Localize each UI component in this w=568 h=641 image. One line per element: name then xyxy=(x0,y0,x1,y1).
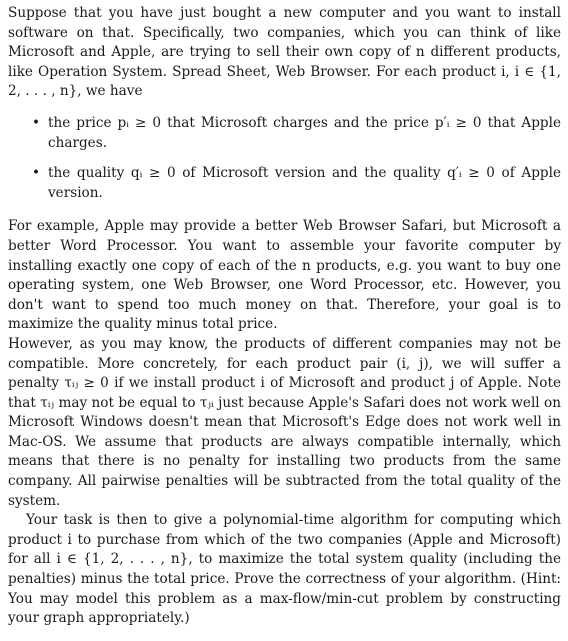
intro-paragraph: Suppose that you have just bought a new computer and you want to install software on that. Specifically, two companies, which you can think of like Microsoft and Apple, are trying to sell their own copy of n different products, like Operation System. Spread Sheet, Web Browser. For each product i, i ∈ {1, 2, . . . , n}, we have xyxy=(8,5,561,100)
list-item-price xyxy=(32,114,561,153)
task-paragraph: Your task is then to give a polynomial-time algorithm for computing which product i to purchase from which of the two companies (Apple and Microsoft) for all i ∈ {1, 2, . . . , n}, to maximize the total system quality (including the penalties) minus the total price. Prove the correctness of your algorithm. (Hint: You may model this problem as a max-flow/min-cut problem by constructing your graph appropriately.) xyxy=(8,512,561,627)
list-item-quality-text: the quality qᵢ ≥ 0 of Microsoft version and the quality q′ᵢ ≥ 0 of Apple version. xyxy=(48,165,561,201)
list-item-quality xyxy=(32,164,561,203)
bullet-icon: • xyxy=(32,114,41,131)
example-paragraph: For example, Apple may provide a better Web Browser Safari, but Microsoft a better Word Processor. You want to assemble your favorite computer by installing exactly one copy of each of the n products, e.g. you want to buy one operating system, one Web Browser, one Word Processor, etc. However, you don't want to spend too much money on that. Therefore, your goal is to maximize the quality minus total price. xyxy=(8,218,561,333)
problem-document xyxy=(8,4,561,629)
list-item-price-text: the price pᵢ ≥ 0 that Microsoft charges and the price p′ᵢ ≥ 0 that Apple charges. xyxy=(48,114,561,151)
product-attribute-list xyxy=(8,114,561,203)
bullet-icon: • xyxy=(32,165,41,182)
compatibility-paragraph: However, as you may know, the products of different companies may not be compatible. More concretely, for each product pair (i, j), we will suffer a penalty τᵢⱼ ≥ 0 if we install product i of Microsoft and product j of Apple. Note that τᵢⱼ may not be equal to τⱼᵢ just because Apple's Safari does not work well on Microsoft Windows doesn't mean that Microsoft's Edge does not work well in Mac-OS. We assume that products are always compatible internally, which means that there is no penalty for installing two products from the same company. All pairwise penalties will be subtracted from the total quality of the system. xyxy=(8,335,561,509)
